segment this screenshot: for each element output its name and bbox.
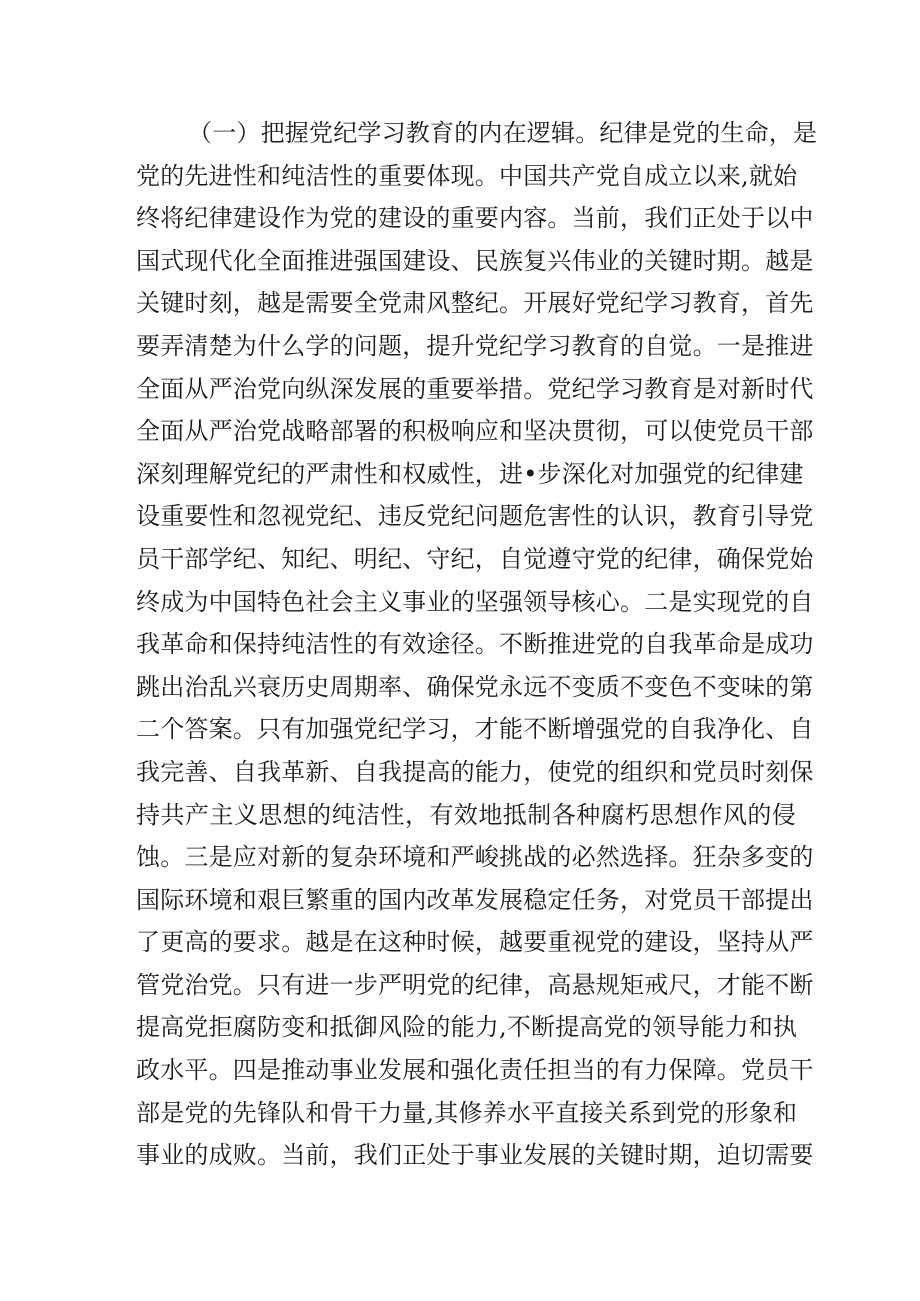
text-line: 我革命和保持纯洁性的有效途径。不断推进党的自我革命是成功 <box>136 630 814 659</box>
text-line: 提高党拒腐防变和抵御风险的能力,不断提高党的领导能力和执 <box>136 1013 798 1042</box>
text-line: （一）把握党纪学习教育的内在逻辑。纪律是党的生命，是 <box>188 119 818 147</box>
text-line: 政水平。四是推动事业发展和强化责任担当的有力保障。党员干 <box>136 1056 814 1085</box>
text-line: 设重要性和忽视党纪、违反党纪问题危害性的认识，教育引导党 <box>136 502 814 531</box>
text-line: 部是党的先锋队和骨干力量,其修养水平直接关系到党的形象和 <box>136 1098 798 1127</box>
text-line: 党的先进性和纯洁性的重要体现。中国共产党自成立以来,就始 <box>136 161 798 190</box>
text-line: 跳出治乱兴衰历史周期率、确保党永远不变质不变色不变味的第 <box>136 672 814 701</box>
text-line: 国际环境和艰巨繁重的国内改革发展稳定任务，对党员干部提出 <box>136 885 814 914</box>
text-line: 深刻理解党纪的严肃性和权威性，进•步深化对加强党的纪律建 <box>136 459 804 488</box>
text-line: 要弄清楚为什么学的问题，提升党纪学习教育的自觉。一是推进 <box>136 331 814 360</box>
text-line: 蚀。三是应对新的复杂环境和严峻挑战的必然选择。狂杂多变的 <box>136 843 814 872</box>
text-line: 国式现代化全面推进强国建设、民族复兴伟业的关键时期。越是 <box>136 246 814 275</box>
text-line: 全面从严治党向纵深发展的重要举措。党纪学习教育是对新时代 <box>136 374 814 403</box>
text-line: 关键时刻，越是需要全党肃风整纪。开展好党纪学习教育，首先 <box>136 289 814 318</box>
text-line: 管党治党。只有进一步严明党的纪律，高悬规矩戒尺，才能不断 <box>136 970 814 999</box>
text-line: 事业的成败。当前，我们正处于事业发展的关键时期，迫切需要 <box>136 1141 814 1170</box>
text-line: 持共产主义思想的纯洁性，有效地抵制各种腐朽思想作风的侵 <box>136 800 796 829</box>
body-paragraph <box>136 112 818 1177</box>
text-line: 二个答案。只有加强党纪学习，才能不断增强党的自我净化、自 <box>136 715 814 744</box>
text-line: 终成为中国特色社会主义事业的坚强领导核心。二是实现党的自 <box>136 587 814 616</box>
text-line: 员干部学纪、知纪、明纪、守纪，自觉遵守党的纪律，确保党始 <box>136 544 814 573</box>
text-line: 了更高的要求。越是在这种时候，越要重视党的建设，坚持从严 <box>136 928 814 957</box>
text-line: 我完善、自我革新、自我提高的能力，使党的组织和党员时刻保 <box>136 757 814 786</box>
text-line: 终将纪律建设作为党的建设的重要内容。当前，我们正处于以中 <box>136 204 814 233</box>
text-line: 全面从严治党战略部署的积极响应和坚决贯彻，可以使党员干部 <box>136 417 814 446</box>
